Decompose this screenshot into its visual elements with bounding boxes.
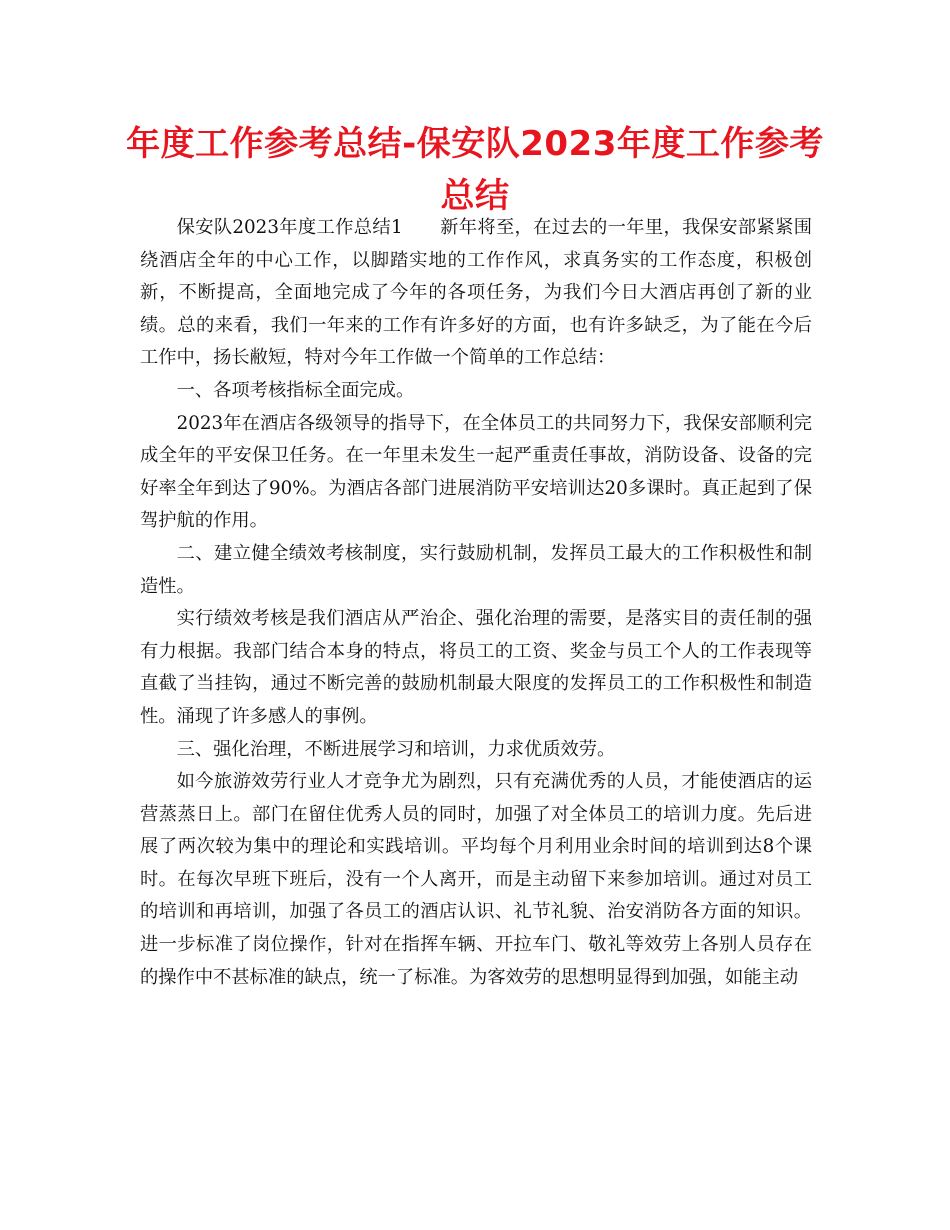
document-body [140,212,812,994]
section-heading-1: 一、各项考核指标全面完成。 [176,379,415,401]
section-heading-3: 三、强化治理，不断进展学习和培训，力求优质效劳。 [176,738,616,760]
section-heading-2: 二、建立健全绩效考核制度，实行鼓励机制，发挥员工最大的工作积极性和制造性。 [140,542,812,597]
paragraph-3: 如今旅游效劳行业人才竞争尤为剧烈，只有充满优秀的人员，才能使酒店的运营蒸蒸日上。部门在留住优秀人员的同时，加强了对全体员工的培训力度。先后进展了两次较为集中的理论和实践培训。平均每个月利用业余时间的培训到达8个课时。在每次早班下班后，没有一个人离开，而是主动留下来参加培训。通过对员工的培训和再培训，加强了各员工的酒店认识、礼节礼貌、治安消防各方面的知识。进一步标准了岗位操作，针对在指挥车辆、开拉车门、敬礼等效劳上各别人员存在的操作中不甚标准的缺点，统一了标准。为客效劳的思想明显得到加强，如能主动 [140,771,812,988]
paragraph-2: 实行绩效考核是我们酒店从严治企、强化治理的需要，是落实目的责任制的强有力根据。我部门结合本身的特点，将员工的工资、奖金与员工个人的工作表现等直截了当挂钩，通过不断完善的鼓励机制最大限度的发挥员工的工作积极性和制造性。涌现了许多感人的事例。 [140,608,812,727]
paragraph-intro: 保安队2023年度工作总结1 新年将至，在过去的一年里，我保安部紧紧围绕酒店全年的中心工作，以脚踏实地的工作作风，求真务实的工作态度，积极创新，不断提高，全面地完成了今年的各项任务，为我们今日大酒店再创了新的业绩。总的来看，我们一年来的工作有许多好的方面，也有许多缺乏，为了能在今后工作中，扬长敝短，特对今年工作做一个简单的工作总结： [140,217,812,369]
paragraph-1: 2023年在酒店各级领导的指导下，在全体员工的共同努力下，我保安部顺利完成全年的平安保卫任务。在一年里未发生一起严重责任事故，消防设备、设备的完好率全年到达了90%。为酒店各部门进展消防平安培训达20多课时。真正起到了保驾护航的作用。 [140,412,812,532]
document-title: 年度工作参考总结-保安队2023年度工作参考总结 [126,124,824,216]
